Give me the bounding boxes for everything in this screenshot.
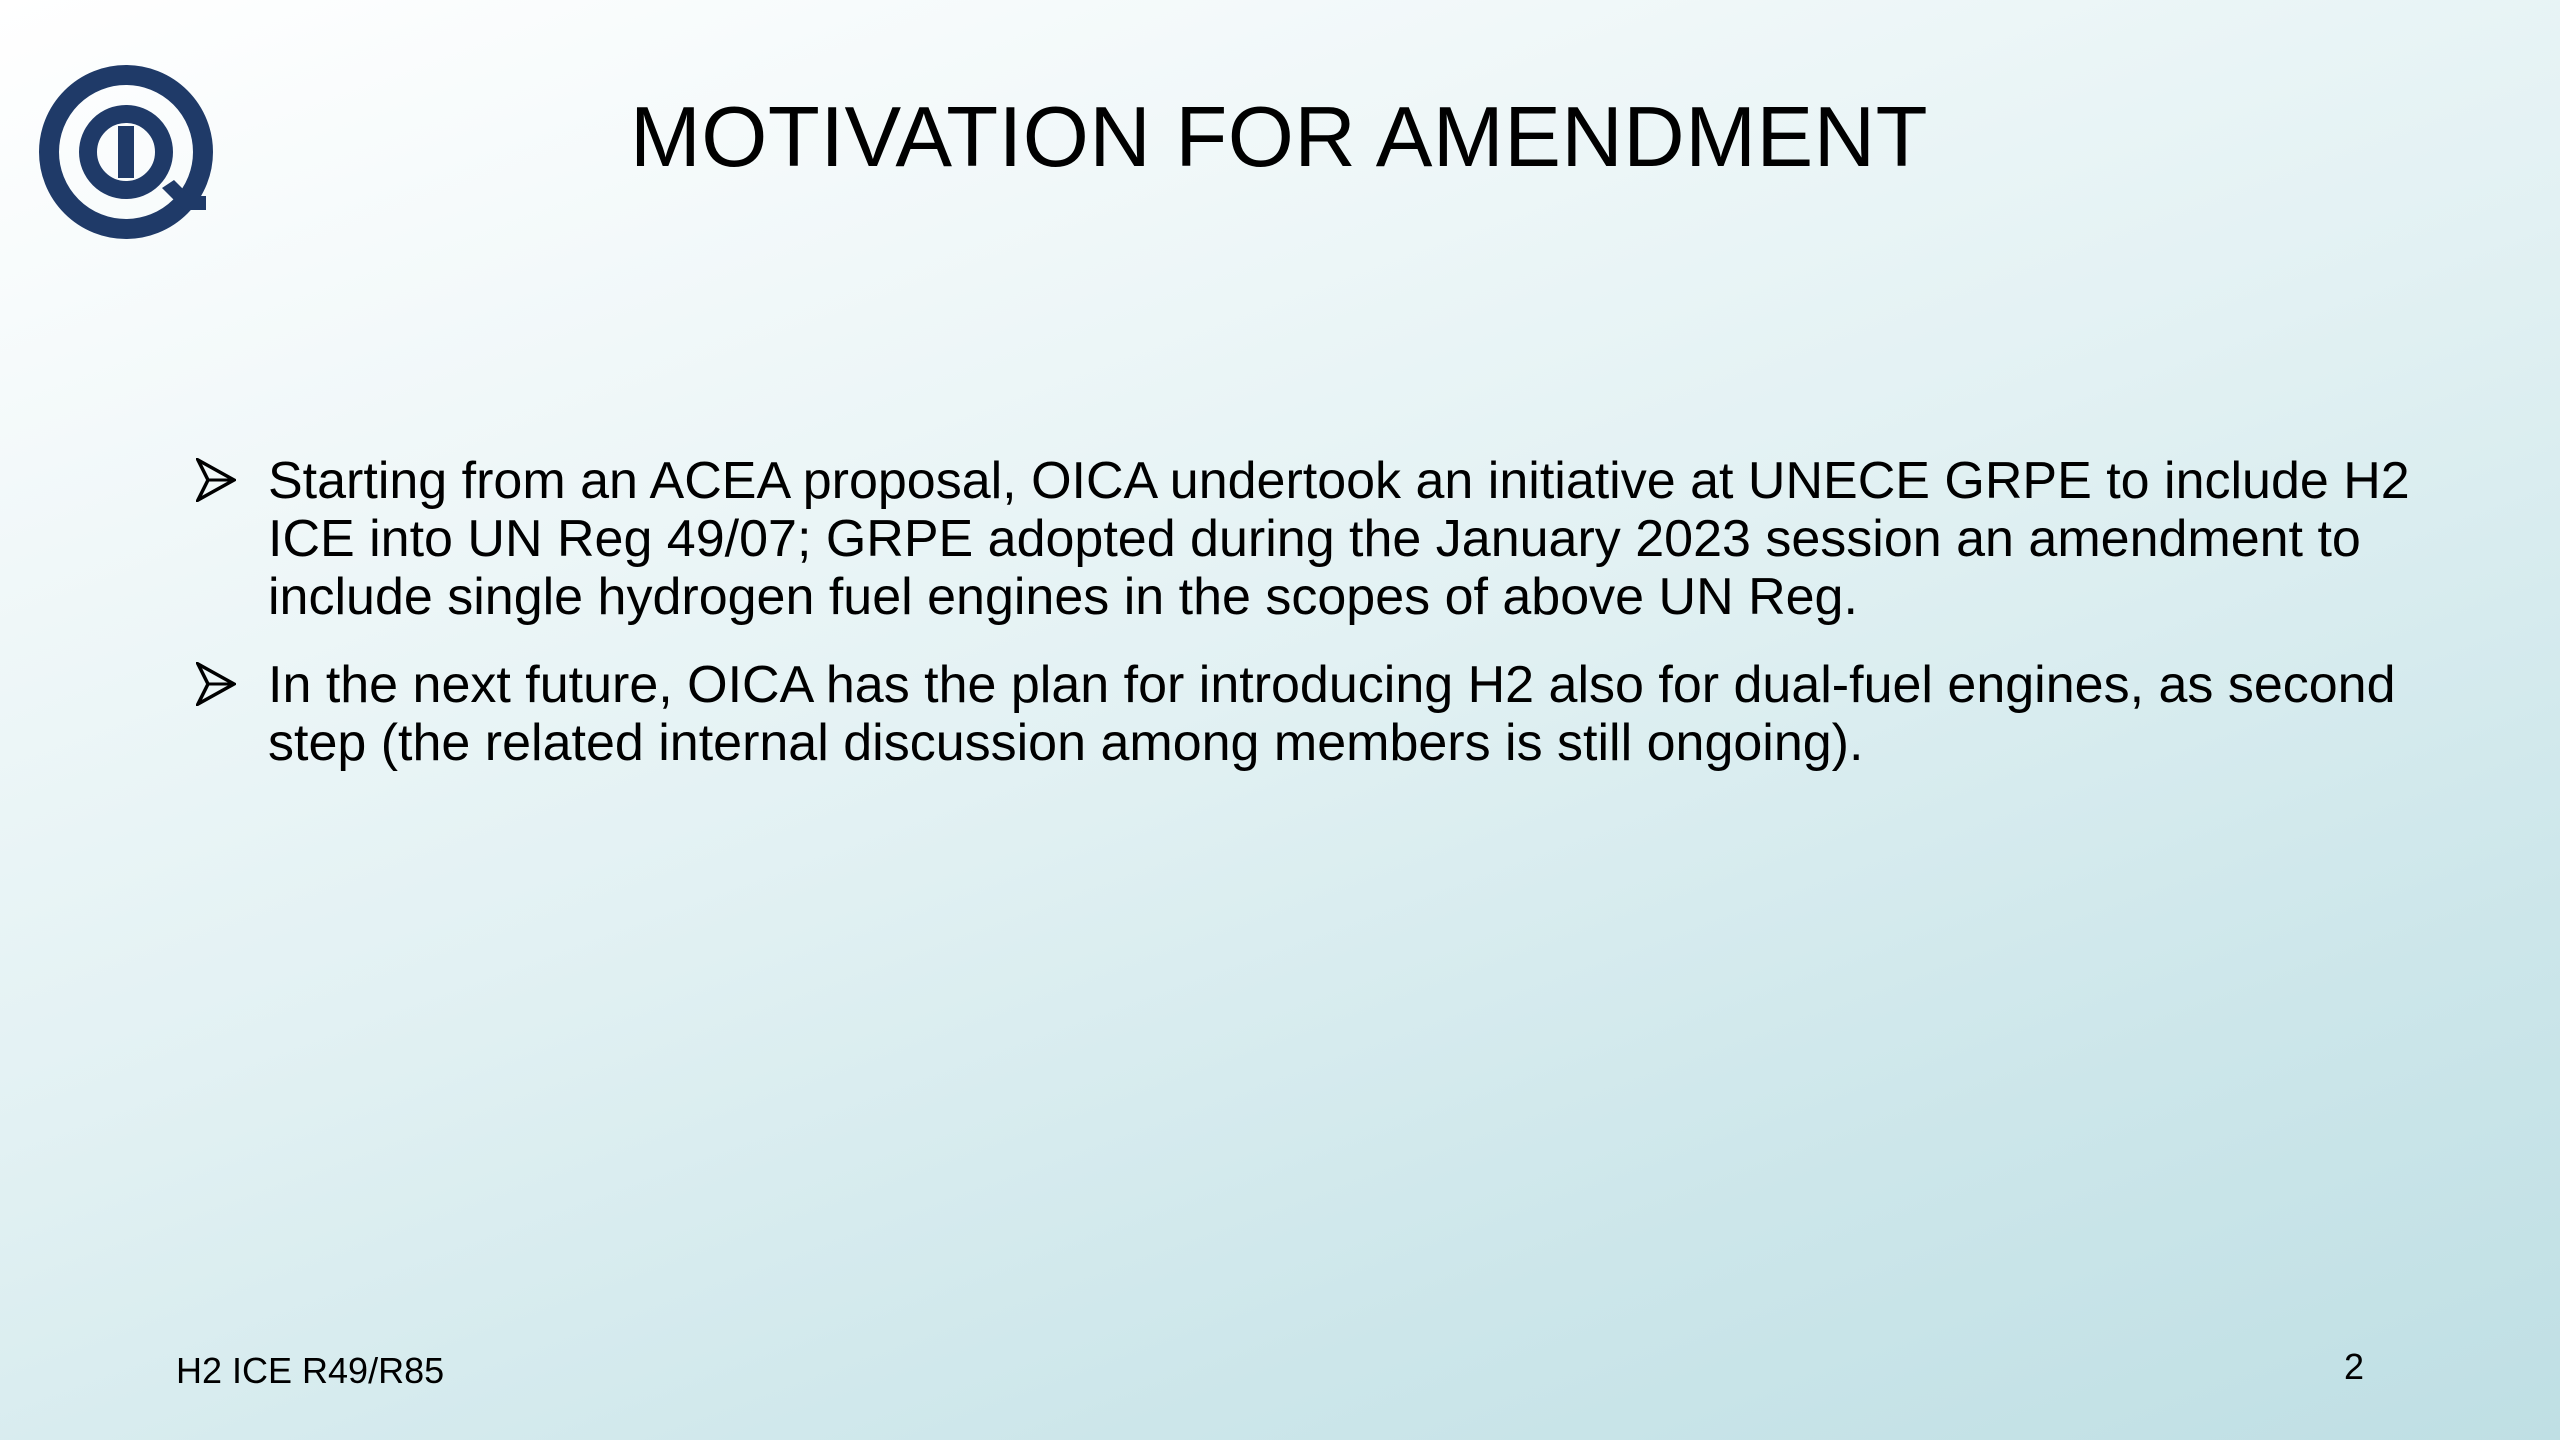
slide-title [0, 88, 2560, 188]
slide-title-text: MOTIVATION FOR AMENDMENT [630, 90, 1928, 185]
page-number: 2 [2343, 1346, 2364, 1387]
arrowhead-bullet-icon [196, 662, 236, 706]
footer-label: H2 ICE R49/R85 [176, 1350, 445, 1391]
arrowhead-bullet-icon [196, 458, 236, 502]
bullet-text: In the next future, OICA has the plan for introducing H2 also for dual-fuel engines, as second step (the related internal discussion among members is still ongoing). [268, 656, 2396, 772]
bullet-text: Starting from an ACEA proposal, OICA undertook an initiative at UNECE GRPE to include H2 ICE into UN Reg 49/07; GRPE adopted during the January 2023 session an amendment to include single hydrogen fuel engines in the scopes of above UN Reg. [268, 452, 2410, 626]
bullet-item [196, 656, 2426, 772]
bullet-item [196, 452, 2426, 626]
bullet-list [196, 452, 2426, 802]
